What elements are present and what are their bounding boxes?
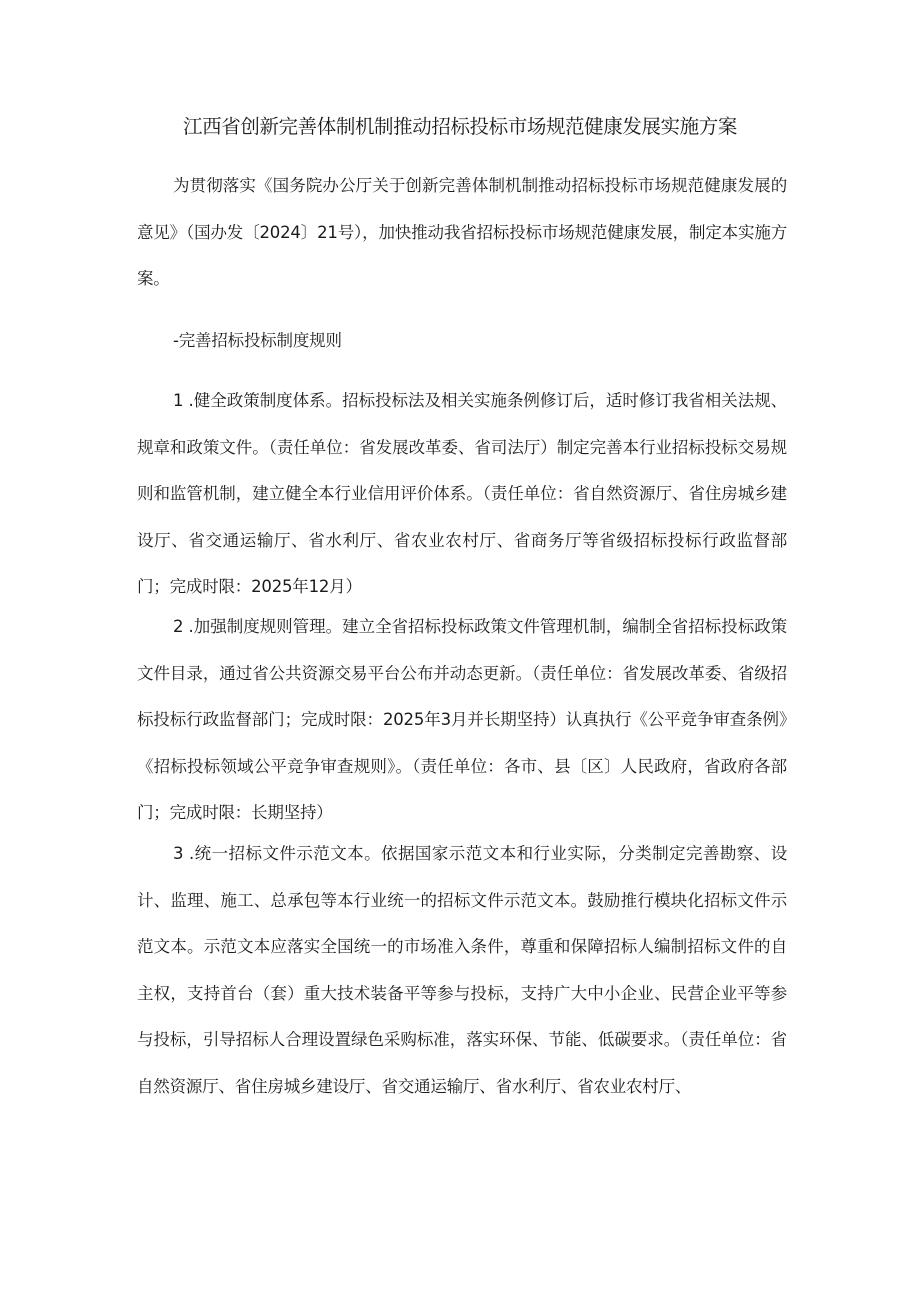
document-title: 江西省创新完善体制机制推动招标投标市场规范健康发展实施方案 xyxy=(183,115,737,138)
section-heading: -完善招标投标制度规则 xyxy=(173,331,342,350)
intro-paragraph: 为贯彻落实《国务院办公厅关于创新完善体制机制推动招标投标市场规范健康发展的意见》（国办发〔2024〕21号），加快推动我省招标投标市场规范健康发展，制定本实施方案。 xyxy=(137,176,787,288)
item-paragraph-1: 1 .健全政策制度体系。招标投标法及相关实施条例修订后，适时修订我省相关法规、规章和政策文件。（责任单位：省发展改革委、省司法厅）制定完善本行业招标投标交易规则和监管机制，建立健全本行业信用评价体系。（责任单位：省自然资源厅、省住房城乡建设厅、省交通运输厅、省水利厅、省农业农村厅、省商务厅等省级招标投标行政监督部门；完成时限：2025年12月） xyxy=(137,391,787,596)
item-paragraph-2: 2 .加强制度规则管理。建立全省招标投标政策文件管理机制，编制全省招标投标政策文件目录，通过省公共资源交易平台公布并动态更新。（责任单位：省发展改革委、省级招标投标行政监督部门；完成时限：2025年3月并长期坚持）认真执行《公平竞争审查条例》《招标投标领域公平竞争审查规则》。（责任单位：各市、县〔区〕人民政府，省政府各部门；完成时限：长期坚持） xyxy=(137,617,787,822)
item-paragraph-3: 3 .统一招标文件示范文本。依据国家示范文本和行业实际，分类制定完善勘察、设计、监理、施工、总承包等本行业统一的招标文件示范文本。鼓励推行模块化招标文件示范文本。示范文本应落实全国统一的市场准入条件，尊重和保障招标人编制招标文件的自主权，支持首台（套）重大技术装备平等参与投标，支持广大中小企业、民营企业平等参与投标，引导招标人合理设置绿色采购标准，落实环保、节能、低碳要求。（责任单位：省自然资源厅、省住房城乡建设厅、省交通运输厅、省水利厅、省农业农村厅、 xyxy=(137,844,787,1096)
